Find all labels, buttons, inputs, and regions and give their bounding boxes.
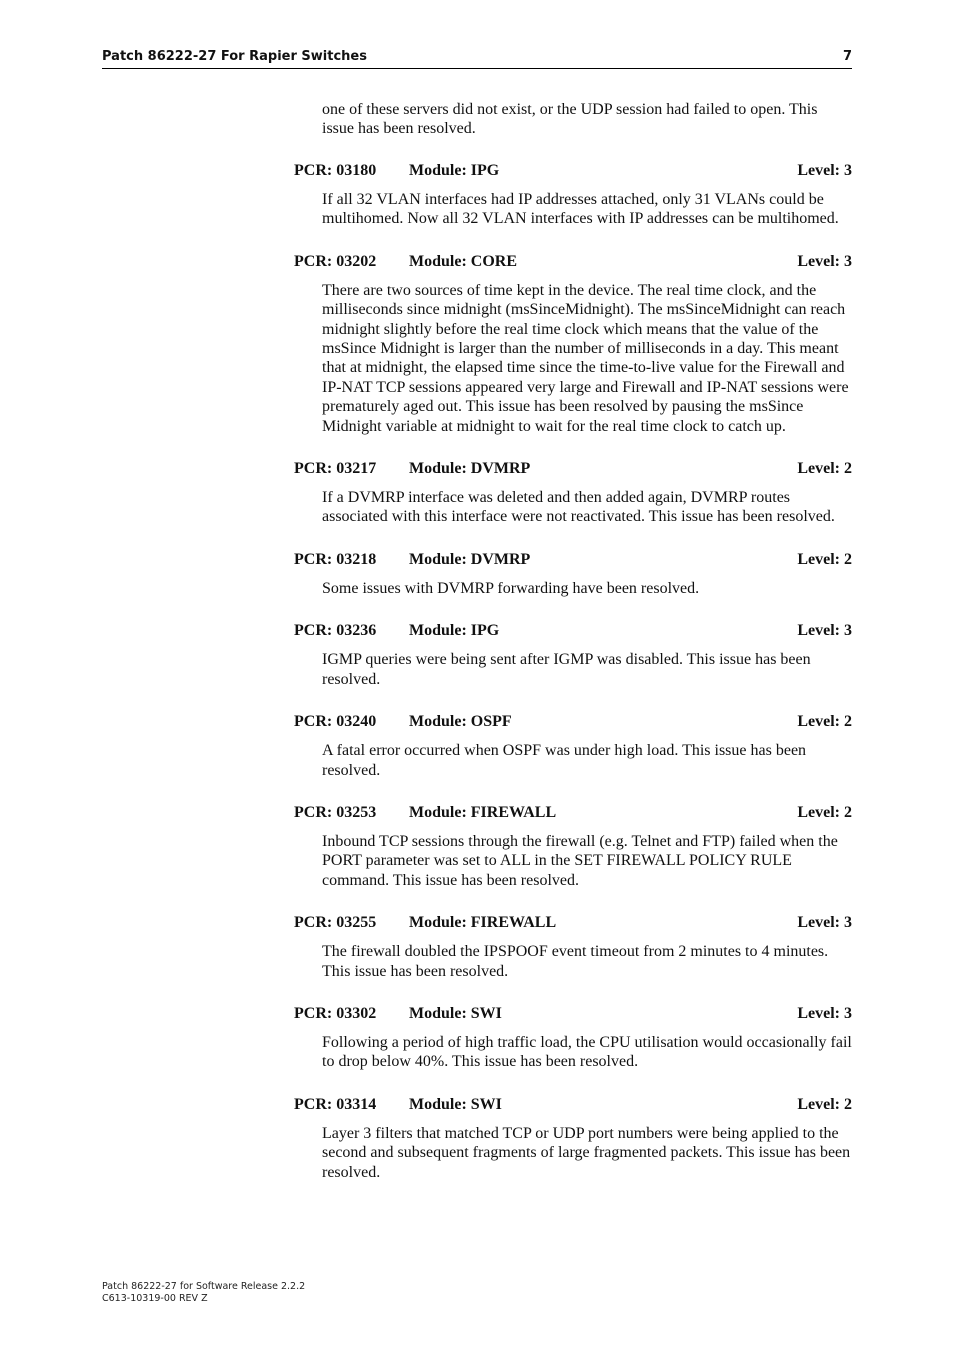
pcr-level: Level: 3 [797,622,852,640]
pcr-description: If all 32 VLAN interfaces had IP addresses attached, only 31 VLANs could be multihomed. Now all 32 VLAN interfaces with IP addresses can be multihomed. [322,191,839,228]
footer-release-line: Patch 86222-27 for Software Release 2.2.2 [102,1281,306,1292]
header-title: Patch 86222-27 For Rapier Switches [102,49,367,64]
pcr-description: A fatal error occurred when OSPF was under high load. This issue has been resolved. [322,742,807,779]
pcr-entry [294,459,852,527]
pcr-module: Module: FIREWALL [409,914,557,932]
page-number: 7 [842,49,852,64]
pcr-entry [294,913,852,981]
pcr-entry-header [294,1095,852,1115]
pcr-description: The firewall doubled the IPSPOOF event timeout from 2 minutes to 4 minutes. This issue has been resolved. [322,943,829,980]
pcr-number: PCR: 03253 [294,803,377,821]
pcr-number: PCR: 03314 [294,1095,377,1113]
pcr-level: Level: 3 [797,1004,852,1022]
pcr-entry [294,252,852,436]
pcr-level: Level: 2 [797,1095,852,1113]
pcr-module: Module: IPG [409,622,500,640]
pcr-entry-header [294,621,852,641]
pcr-entry-header [294,803,852,823]
pcr-level: Level: 2 [797,550,852,568]
pcr-level: Level: 2 [797,460,852,478]
pcr-entry [294,1095,852,1182]
pcr-level: Level: 3 [797,914,852,932]
pcr-number: PCR: 03255 [294,914,377,932]
pcr-description: Following a period of high traffic load, the CPU utilisation would occasionally fail to drop below 40%. This issue has been resolved. [322,1033,852,1071]
intro-paragraph: one of these servers did not exist, or the UDP session had failed to open. This issue has been resolved. [322,101,818,138]
pcr-number: PCR: 03302 [294,1004,377,1022]
pcr-level: Level: 3 [797,162,852,179]
pcr-entry-header [294,1004,852,1024]
pcr-entry-list [294,161,852,1205]
pcr-description: Inbound TCP sessions through the firewall (e.g. Telnet and FTP) failed when the PORT parameter was set to ALL in the SET FIREWALL POLICY RULE command. This issue has been resolved. [322,832,838,889]
pcr-entry [294,1004,852,1072]
pcr-module: Module: FIREWALL [409,803,557,821]
pcr-description: IGMP queries were being sent after IGMP was disabled. This issue has been resolved. [322,651,811,688]
pcr-module: Module: DVMRP [409,550,531,568]
pcr-number: PCR: 03236 [294,622,377,640]
pcr-entry [294,712,852,780]
pcr-module: Module: CORE [409,252,517,270]
footer-docid-line: C613-10319-00 REV Z [102,1292,208,1304]
pcr-number: PCR: 03180 [294,162,377,179]
pcr-number: PCR: 03240 [294,713,377,731]
page-header [102,48,852,69]
pcr-entry [294,621,852,689]
pcr-entry [294,803,852,890]
pcr-description: If a DVMRP interface was deleted and then added again, DVMRP routes associated with this interface were not reactivated. This issue has been resolved. [322,489,835,526]
pcr-entry-header [294,550,852,570]
pcr-level: Level: 3 [797,252,852,270]
pcr-module: Module: OSPF [409,713,512,731]
pcr-level: Level: 2 [797,803,852,821]
pcr-number: PCR: 03202 [294,252,377,270]
pcr-module: Module: SWI [409,1004,502,1022]
pcr-description: Some issues with DVMRP forwarding have been resolved. [322,579,700,597]
pcr-module: Module: DVMRP [409,460,531,478]
pcr-description: Layer 3 filters that matched TCP or UDP port numbers were being applied to the second and subsequent fragments of large fragmented packets. This issue has been resolved. [322,1124,851,1181]
pcr-entry [294,161,852,229]
page-footer [102,1281,305,1304]
pcr-entry-header [294,459,852,479]
pcr-entry-header [294,712,852,732]
pcr-entry [294,550,852,598]
pcr-module: Module: IPG [409,162,500,179]
pcr-description: There are two sources of time kept in the device. The real time clock, and the milliseconds since midnight (msSinceMidnight). The msSinceMidnight can reach midnight slightly before the real time clock which means that the value of the msSince Midnight is larger than the number of milliseconds in a day. This meant that at midnight, the elapsed time since the time-to-live value for the Firewall and IP-NAT TCP sessions appeared very large and Firewall and IP-NAT sessions were prematurely aged out. This issue has been resolved by pausing the msSince Midnight variable at midnight to wait for the real time clock to catch up. [322,281,849,435]
pcr-entry-header [294,913,852,933]
pcr-level: Level: 2 [797,713,852,731]
pcr-module: Module: SWI [409,1095,502,1113]
pcr-entry-header [294,252,852,272]
pcr-number: PCR: 03217 [294,460,377,478]
pcr-number: PCR: 03218 [294,550,377,568]
pcr-entry-header [294,161,852,181]
